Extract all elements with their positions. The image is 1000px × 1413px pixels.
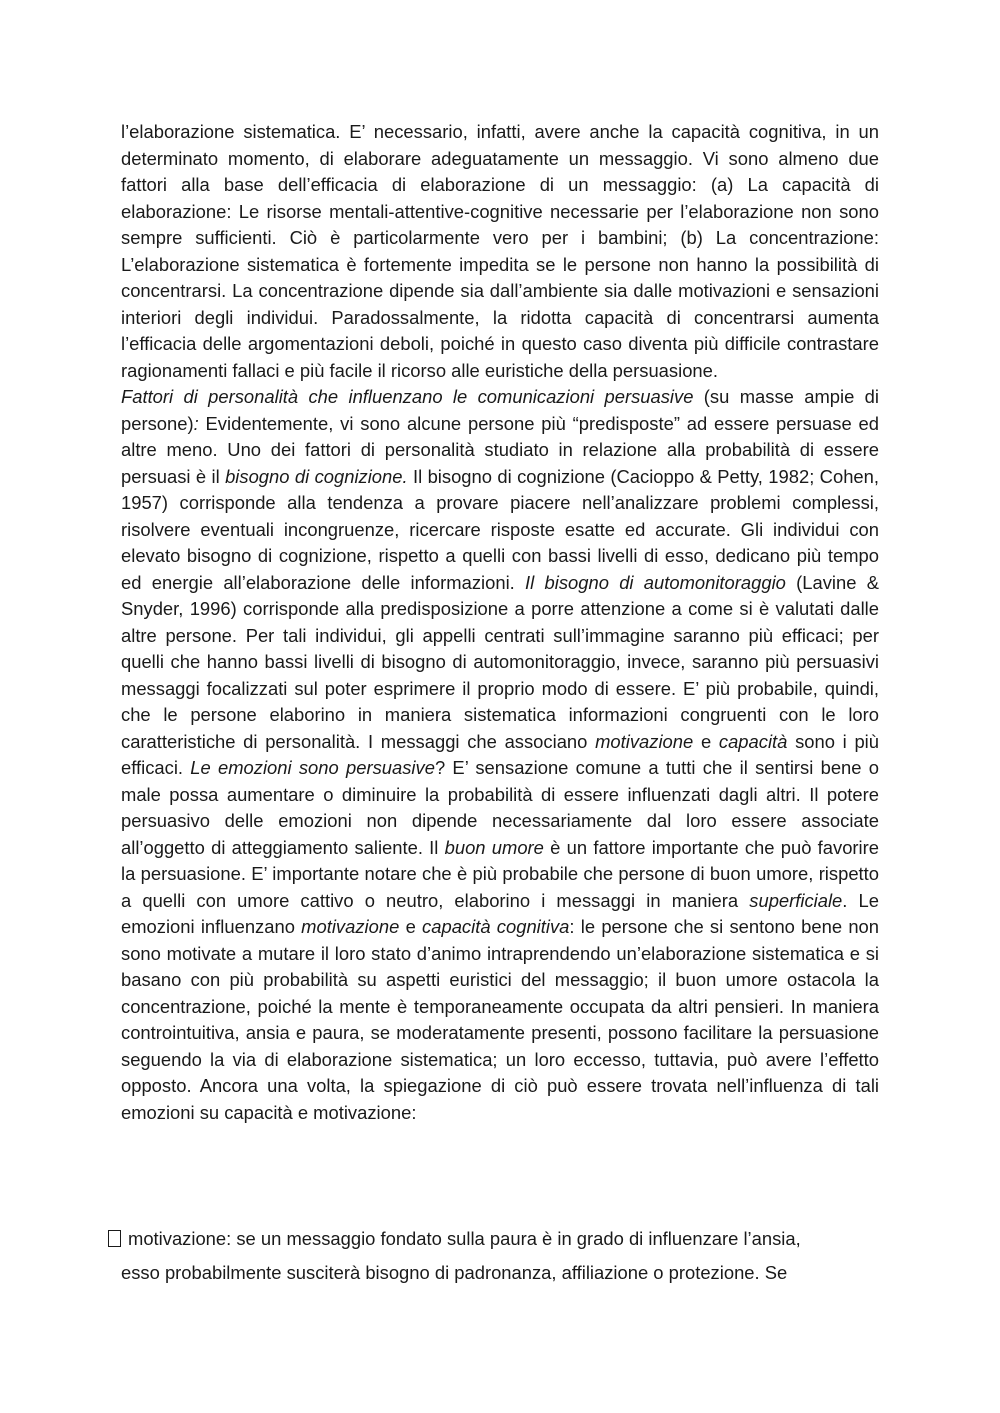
italic-term-buon-umore: buon umore [444,836,544,858]
italic-colon: : [193,412,199,434]
italic-term-capacita-cognitiva: capacità cognitiva [422,916,570,937]
italic-term-capacita: capacità [718,730,788,752]
text-span: è un fattore importante che può favorire la persuasione. E’ importante notare che è più probabile che persone di buon umore, rispetto a quelli con umore cattivo o neutro, elaborino i messaggi in maniera [121,836,879,911]
bullet-line-2: esso probabilmente susciterà bisogno di padronanza, affiliazione o protezione. Se [121,1261,788,1283]
text-span: sono i più efficaci. [121,730,879,778]
italic-heading-emozioni: Le emozioni sono persuasive [190,757,435,778]
text-span: . Le emozioni influenzano [121,889,879,937]
italic-term-motivazione: motivazione [301,916,400,937]
italic-term-automonitoraggio: Il bisogno di automonitoraggio [525,571,786,593]
section-heading-italic: Fattori di personalità che influenzano le comunicazioni persuasive [121,386,694,407]
text-span: (Lavine & Snyder, 1996) corrisponde alla predisposizione a porre attenzione a come si è valutati dalle altre persone. Per tali individui, gli appelli centrati sull’immagine saranno più efficaci; per quelli che hanno bassi livelli di bisogno di automonitoraggio, invece, saranno più persuasivi messaggi focalizzati sul poter esprimere il proprio modo di essere. E’ più probabile, quindi, che le persone elaborino in maniera sistematica informazioni congruenti con le loro caratteristiche di personalità. I messaggi che associano [121,571,880,752]
text-span: : le persone che si sentono bene non sono motivate a mutare il loro stato d’animo intraprendendo un’elaborazione sistematica e si basano con più probabilità su aspetti euristici del messaggio; il buon umore ostacola la concentrazione, poiché la mente è temporaneamente occupata da altri pensieri. In maniera controintuitiva, ansia e paura, se moderatamente presenti, possono facilitare la persuasione seguendo la via di elaborazione sistematica; un loro eccesso, tuttavia, può avere l’effetto opposto. Ancora una volta, la spiegazione di ciò può essere trovata nell’influenza di tali emozioni su capacità e motivazione: [121,916,879,1123]
text-span: Evidentemente, vi sono alcune persone più “predisposte” ad essere persuase ed altre meno. Uno dei fattori di personalità studiato in relazione alla probabilità di essere persuasi è il [121,412,879,487]
text-span: ? E’ sensazione comune a tutti che il sentirsi bene o male possa aumentare o diminuire la probabilità di essere influenzati dagli altri. Il potere persuasivo delle emozioni non dipende necessariamente dal loro essere associate all’oggetto di atteggiamento saliente. Il [121,757,879,858]
body-text [121,119,879,1126]
text-span: (su masse ampie di persone) [121,386,879,434]
italic-term-superficiale: superficiale [749,889,843,911]
paragraph-personalita [121,384,879,1126]
bullet-list [108,1222,879,1289]
bullet-item [108,1222,879,1256]
text-span: e [399,916,423,937]
bullet-box-icon [108,1230,121,1247]
paragraph-elaborazione: l’elaborazione sistematica. E’ necessario, infatti, avere anche la capacità cognitiva, in un determinato momento, di elaborare adeguatamente un messaggio. Vi sono almeno due fattori alla base dell’efficacia di elaborazione di un messaggio: (a) La capacità di elaborazione: Le risorse mentali-attentive-cognitive necessarie per l’elaborazione non sono sempre sufficienti. Ciò è particolarmente vero per i bambini; (b) La concentrazione: L’elaborazione sistematica è fortemente impedita se le persone non hanno la possibilità di concentrarsi. La concentrazione dipende sia dall’ambiente sia dalle motivazioni e sensazioni interiori degli individui. Paradossalmente, la ridotta capacità di concentrarsi aumenta l’efficacia delle argomentazioni deboli, poiché in questo caso diventa più difficile contrastare ragionamenti fallaci e più facile il ricorso alle euristiche della persuasione. [121,121,879,381]
italic-term-bisogno-cognizione: bisogno di cognizione. [225,465,408,487]
text-span: Il bisogno di cognizione (Cacioppo & Petty, 1982; Cohen, 1957) corrisponde alla tendenza a provare piacere nell’analizzare problemi complessi, risolvere eventuali incongruenze, ricercare risposte esatte ed accurate. Gli individui con elevato bisogno di cognizione, rispetto a quelli con bassi livelli di esso, dedicano più tempo ed energie all’elaborazione delle informazioni. [121,465,879,593]
italic-term-motivazione: motivazione [595,730,694,752]
bullet-line-1: motivazione: se un messaggio fondato sulla paura è in grado di influenzare l’ansia, [128,1228,801,1249]
text-span: e [693,730,719,752]
